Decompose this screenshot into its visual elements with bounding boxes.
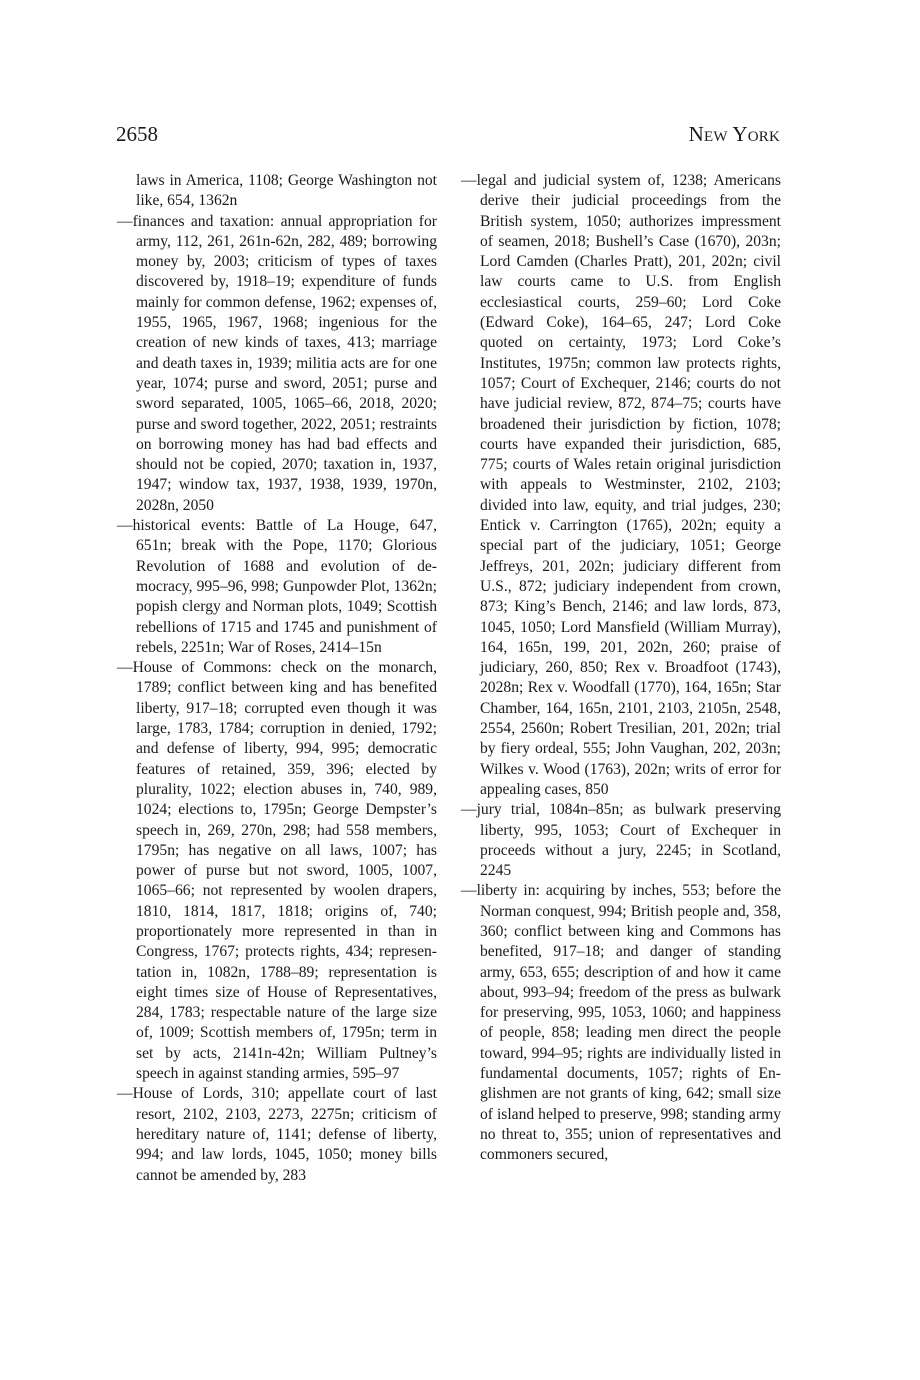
- index-column-left: [117, 171, 437, 1186]
- index-entry-jury-trial: —jury trial, 1084n–85n; as bulwark preserving liberty, 995, 1053; Court of Exchequer in proceeds without a jury, 2245; in Scotland, 2245: [461, 801, 781, 880]
- index-entry-house-of-commons: —House of Commons: check on the monarch, 1789; conflict between king and has benefited liberty, 917–18; corrupted even though it was large, 1783, 1784; corruption in denied, 1792; and defense of liberty, 994, 995; democratic features of retained, 359, 396; elected by plurality, 1022; election abuses in, 740, 989, 1024; elections to, 1795n; George Dempster’s speech in, 269, 270n, 298; had 558 members, 1795n; has negative on all laws, 1007; has power of purse but not sword, 1005, 1007, 1065–66; not represented by woolen drapers, 1810, 1814, 1817, 1818; origins of, 740; proportionately more represented in than in Congress, 1767; protects rights, 434; representation in, 1082n, 1788–89; representation is eight times size of House of Representatives, 284, 1783; respectable nature of the large size of, 1009; Scottish members of, 1795n; term in set by acts, 2141n-42n; William Pultney’s speech in against standing armies, 595–97: [117, 659, 437, 1083]
- index-entry-continuation: laws in America, 1108; George Washington not like, 654, 1362n: [136, 172, 437, 210]
- page-header: [116, 122, 780, 152]
- index-entry-liberty-in: —liberty in: acquiring by inches, 553; before the Norman conquest, 994; British people and, 358, 360; conflict between king and Commons has benefited, 917–18; and danger of standing army, 653, 655; description of and how it came about, 993–94; freedom of the press as bulwark for preserving, 995, 1053, 1060; and happiness of people, 858; leading men direct the people toward, 994–95; rights are individually listed in fundamental documents, 1057; rights of Englishmen are not grants of king, 642; small size of island helped to preserve, 998; standing army no threat to, 355; union of representatives and commoners secured,: [461, 882, 781, 1164]
- index-entry-house-of-lords: —House of Lords, 310; appellate court of last resort, 2102, 2103, 2273, 2275n; criticism of hereditary nature of, 1141; defense of liberty, 994; and law lords, 1045, 1050; money bills cannot be amended by, 283: [117, 1085, 437, 1184]
- index-entry-finances-and-taxation: —finances and taxation: annual appropriation for army, 112, 261, 261n-62n, 282, 489; borrowing money by, 2003; criticism of types of taxes discovered by, 1918–19; expenditure of funds mainly for common defense, 1962; expenses of, 1955, 1965, 1967, 1968; ingenious for the creation of new kinds of taxes, 413; marriage and death taxes in, 1939; militia acts are for one year, 1074; purse and sword, 2051; purse and sword separated, 1005, 1065–66, 2018, 2020; purse and sword together, 2022, 2051; restraints on borrowing money has had bad effects and should not be copied, 2070; taxation in, 1937, 1947; window tax, 1937, 1938, 1939, 1970n, 2028n, 2050: [117, 212, 437, 514]
- page-number: 2658: [116, 122, 158, 146]
- index-column-right: [461, 171, 781, 1166]
- running-head: New York: [688, 122, 780, 146]
- index-entry-historical-events: —historical events: Battle of La Houge, 647, 651n; break with the Pope, 1170; Glorious Revolution of 1688 and evolution of democracy, 995–96, 998; Gunpowder Plot, 1362n; popish clergy and Norman plots, 1049; Scottish rebellions of 1715 and 1745 and punishment of rebels, 2251n; War of Roses, 2414–15n: [117, 517, 437, 656]
- index-entry-legal-and-judicial-system: —legal and judicial system of, 1238; Americans derive their judicial proceedings from the British system, 1050; authorizes impressment of seamen, 2018; Bushell’s Case (1670), 203n; Lord Camden (Charles Pratt), 201, 202n; civil law courts came to U.S. from English ecclesiastical courts, 259–60; Lord Coke (Edward Coke), 164–65, 247; Lord Coke quoted on certainty, 1973; Lord Coke’s Institutes, 1975n; common law protects rights, 1057; Court of Exchequer, 2146; courts do not have judicial review, 872, 874–75; courts have broadened their jurisdiction by fiction, 1078; courts have expanded their jurisdiction, 685, 775; courts of Wales retain original jurisdiction with appeals to Westminster, 2102, 2103; divided into law, equity, and trial judges, 230; Entick v. Carrington (1765), 202n; equity a special part of the judiciary, 1051; George Jeffreys, 201, 202n; judiciary different from U.S., 872; judiciary independent from crown, 873; King’s Bench, 2146; and law lords, 873, 1045, 1050; Lord Mansfield (William Murray), 164, 165n, 199, 201, 202n, 260; praise of judiciary, 260, 850; Rex v. Broadfoot (1743), 2028n; Rex v. Woodfall (1770), 164, 165n; Star Chamber, 164, 165n, 2101, 2103, 2105n, 2548, 2554, 2560n; Robert Tresilian, 201, 202n; trial by fiery ordeal, 555; John Vaughan, 202, 203n; Wilkes v. Wood (1763), 202n; writs of error for appealing cases, 850: [461, 172, 781, 798]
